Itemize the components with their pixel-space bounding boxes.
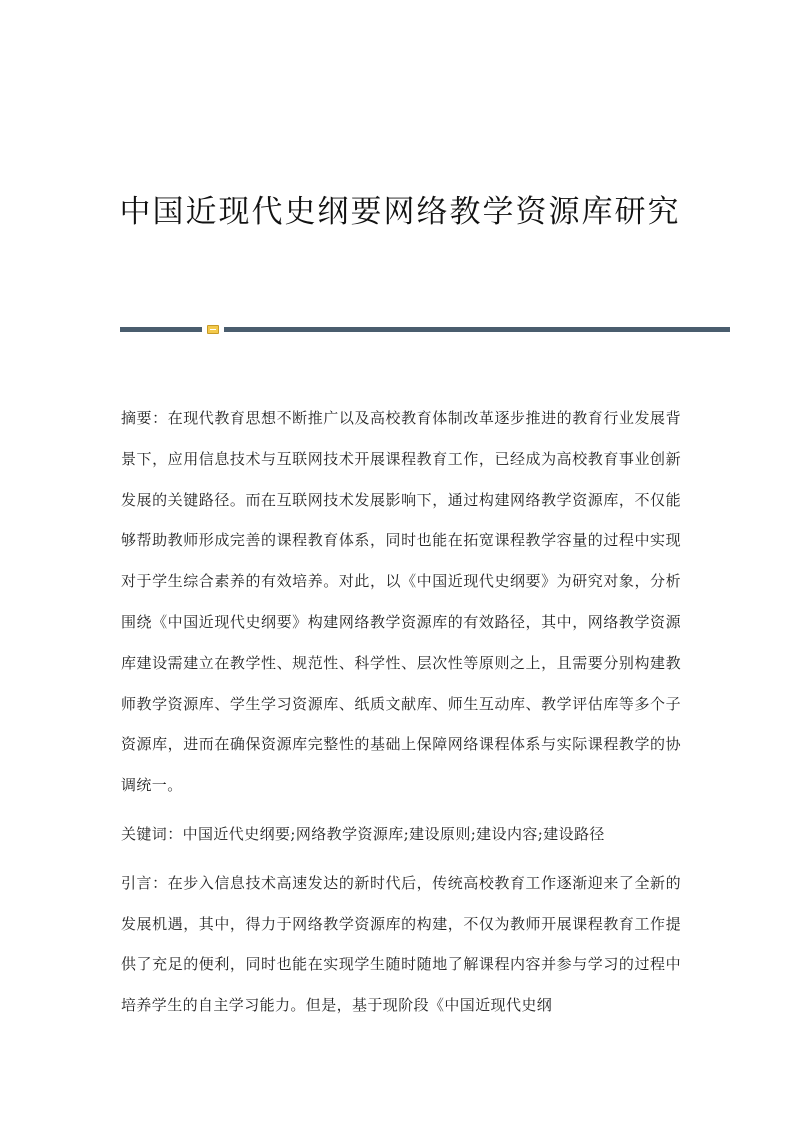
keywords-label: 关键词： — [121, 824, 183, 843]
abstract-label: 摘要： — [121, 409, 168, 427]
introduction-paragraph — [121, 863, 681, 1026]
divider-right-bar — [224, 327, 730, 332]
keywords-text: 中国近代史纲要;网络教学资源库;建设原则;建设内容;建设路径 — [182, 824, 605, 843]
abstract-text: 在现代教育思想不断推广以及高校教育体制改革逐步推进的教育行业发展背景下，应用信息技术与互联网技术开展课程教育工作，已经成为高校教育事业创新发展的关键路径。而在互联网技术发展影响下，通过构建网络教学资源库，不仅能够帮助教师形成完善的课程教育体系，同时也能在拓宽课程教学容量的过程中实现对于学生综合素养的有效培养。对此，以《中国近现代史纲要》为研究对象，分析围绕《中国近现代史纲要》构建网络教学资源库的有效路径，其中，网络教学资源库建设需建立在教学性、规范性、科学性、层次性等原则之上，且需要分别构建教师教学资源库、学生学习资源库、纸质文献库、师生互动库、教学评估库等多个子资源库，进而在确保资源库完整性的基础上保障网络课程体系与实际课程教学的协调统一。 — [121, 409, 681, 795]
keywords-paragraph — [121, 814, 681, 855]
introduction-label: 引言： — [121, 873, 168, 892]
divider-left-bar — [120, 327, 202, 332]
abstract-paragraph — [121, 398, 681, 806]
title-divider — [120, 325, 730, 334]
document-title: 中国近现代史纲要网络教学资源库研究 — [119, 194, 681, 230]
document-body — [121, 398, 681, 1034]
introduction-text: 在步入信息技术高速发达的新时代后，传统高校教育工作逐渐迎来了全新的发展机遇，其中，得力于网络教学资源库的构建，不仅为教师开展课程教育工作提供了充足的便利，同时也能在实现学生随时随地了解课程内容并参与学习的过程中培养学生的自主学习能力。但是，基于现阶段《中国近现代史纲 — [121, 873, 681, 1015]
divider-badge-icon — [207, 325, 219, 334]
